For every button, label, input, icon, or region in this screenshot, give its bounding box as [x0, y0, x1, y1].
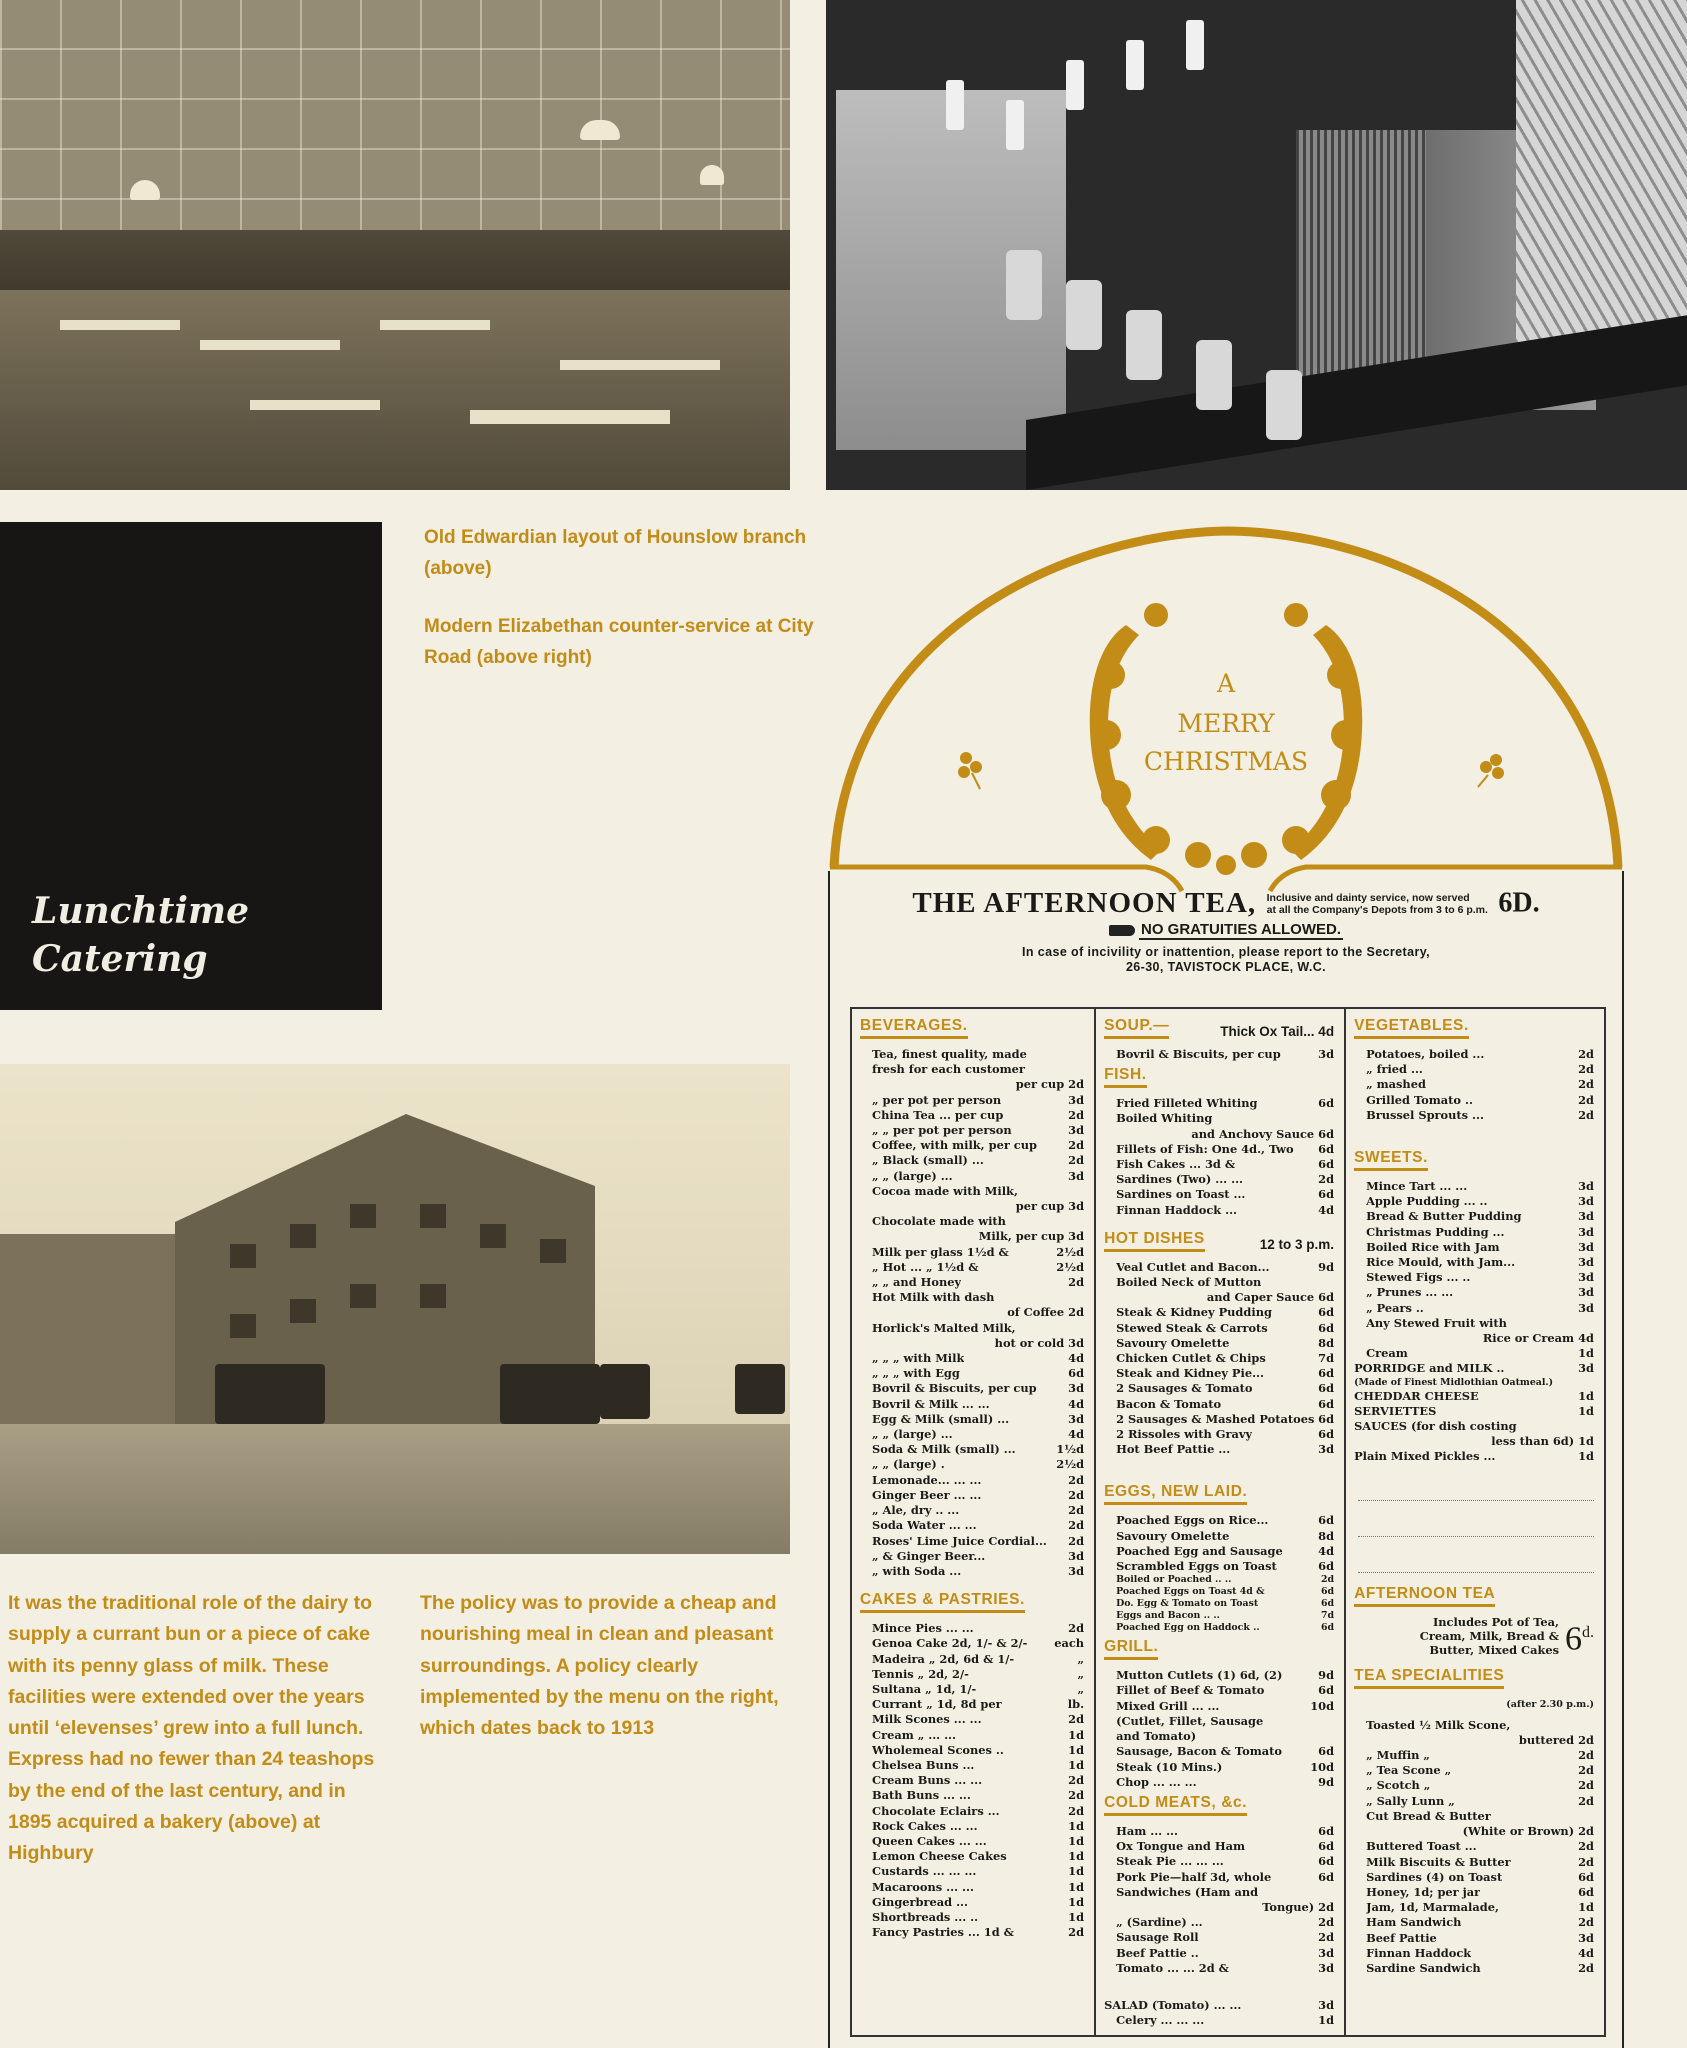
afternoon-tea-price: 6D. [1498, 887, 1540, 919]
menu-item: Beef Pattie .. 3d [1116, 1945, 1335, 1960]
menu-item: „ Pears .. 3d [1366, 1300, 1594, 1315]
menu-item: Coffee, with milk, per cup 2d [872, 1138, 1085, 1153]
menu-item: Ham ... ... 6d [1116, 1823, 1335, 1838]
menu-item: fresh for each customer [872, 1062, 1025, 1077]
menu-item: Rice or Cream 4d [1482, 1331, 1594, 1346]
menu-item: Steak (10 Mins.) 10d [1116, 1759, 1335, 1774]
menu-item: Boiled Whiting [1116, 1111, 1213, 1126]
blank-line [1358, 1537, 1594, 1573]
menu-item: Milk Biscuits & Butter 2d [1366, 1854, 1594, 1869]
menu-item: Honey, 1d; per jar 6d [1366, 1884, 1594, 1899]
section-soup: SOUP.— [1104, 1017, 1169, 1039]
menu-item: Sausage, Bacon & Tomato 6d [1116, 1744, 1335, 1759]
menu-item: „ „ per pot per person 3d [872, 1123, 1085, 1138]
menu-item: Bread & Butter Pudding 3d [1366, 1209, 1594, 1224]
menu-item: per cup 2d [1015, 1077, 1085, 1092]
menu-item: Fish Cakes ... 3d & 6d [1116, 1157, 1335, 1172]
menu-item: Boiled Rice with Jam 3d [1366, 1239, 1594, 1254]
menu-item: Stewed Steak & Carrots 6d [1116, 1320, 1335, 1335]
blank-line [1358, 1465, 1594, 1501]
menu-item: Bacon & Tomato 6d [1116, 1396, 1335, 1411]
menu-item: Boiled Neck of Mutton [1116, 1275, 1262, 1290]
menu-item: hot or cold 3d [994, 1335, 1085, 1350]
menu-item: Jam, 1d, Marmalade, 1d [1366, 1900, 1594, 1915]
menu-item: „ per pot per person 3d [872, 1092, 1085, 1107]
menu-item: Hot Milk with dash [872, 1290, 995, 1305]
menu-item: Grilled Tomato .. 2d [1366, 1092, 1594, 1107]
body-text-right: The policy was to provide a cheap and nourishing meal in clean and pleasant surroundings. A policy clearly implemented by the menu on the right, which dates back to 1913 [420, 1592, 779, 1740]
section-tea-specialities: TEA SPECIALITIES [1354, 1667, 1504, 1689]
menu-item: „ mashed 2d [1366, 1077, 1594, 1092]
caption-city-road: Modern Elizabethan counter-service at City Road (above right) [424, 616, 814, 668]
section-cakes-pastries: CAKES & PASTRIES. [860, 1591, 1025, 1613]
menu-item: 2 Sausages & Mashed Potatoes 6d [1116, 1411, 1335, 1426]
menu-item: Tea, finest quality, made [872, 1047, 1027, 1061]
menu-item: 2 Sausages & Tomato 6d [1116, 1381, 1335, 1396]
menu-item: Currant „ 1d, 8d per lb. [872, 1697, 1085, 1712]
menu-item: Apple Pudding ... .. 3d [1366, 1194, 1594, 1209]
menu-item: and Anchovy Sauce 6d [1191, 1126, 1335, 1141]
section-sweets: SWEETS. [1354, 1149, 1428, 1171]
menu-item: Scrambled Eggs on Toast 6d [1116, 1559, 1335, 1574]
menu-item: Any Stewed Fruit with [1366, 1315, 1507, 1330]
menu-item: Ox Tongue and Ham 6d [1116, 1839, 1335, 1854]
menu-item: Savoury Omelette 8d [1116, 1335, 1335, 1350]
menu-item: Madeira „ 2d, 6d & 1/- „ [872, 1651, 1085, 1666]
menu-item: Poached Egg and Sausage 4d [1116, 1543, 1335, 1558]
menu-item: Cocoa made with Milk, [872, 1183, 1018, 1198]
menu-item: „ Scotch „ 2d [1366, 1778, 1594, 1793]
menu-item: „ Ale, dry .. ... 2d [872, 1503, 1085, 1518]
menu-item: Lemon Cheese Cakes 1d [872, 1849, 1085, 1864]
menu-item: „ Muffin „ 2d [1366, 1748, 1594, 1763]
menu-item: Lemonade... ... ... 2d [872, 1472, 1085, 1487]
menu-item: „ „ „ with Egg 6d [872, 1366, 1085, 1381]
menu-column-1 [852, 1009, 1094, 2035]
menu-item: Roses' Lime Juice Cordial... 2d [872, 1533, 1085, 1548]
greeting-christmas: CHRISTMAS [1143, 747, 1309, 776]
menu-item: Mince Tart ... ... 3d [1366, 1179, 1594, 1194]
menu-item: Veal Cutlet and Bacon... 9d [1116, 1259, 1335, 1274]
section-title-block [0, 522, 382, 1010]
menu-item: Hot Beef Pattie ... 3d [1116, 1442, 1335, 1457]
menu-column-2: SOUP.— Thick Ox Tail... 4d Bovril & Biscuits, per cup 3d FISH. Fried Filleted Whiting 6d Boiled Whiting and Anchovy Sauce 6d Fillets of Fish: One 4d., Two 6d Fish Cakes ... 3d & 6d Sardines (Two) ... ... 2d Sardines on Toast ... 6d Finnan Haddock ... 4d HOT DISHES 12 to 3 p.m. Veal Cutlet and Bacon... 9d Boiled Neck of Mutton and Caper Sauce 6d Steak & Kidney Pudding 6d Stewed Steak & Carrots 6d Savoury Omelette 8d Chicken Cutlet & Chips 7d Steak and Kidney Pie... 6d 2 Sausages & Tomato 6d Bacon & Tomato 6d 2 Sausages & Mashed Potatoes 6d 2 Rissoles with Gravy 6d Hot Beef Pattie ... 3d EGGS, NEW LAID. Poached Eggs on Rice... 6d Savoury Omelette 8d Poached Egg and Sausage 4d Scrambled Eggs on Toast 6d Boiled or Poached .. .. 2d Poached Eggs on Toast 4d & 6d Do. Egg & Tomato on Toast 6d Eggs and Bacon .. .. 7d Poached Egg on Haddock .. 6d GRILL. Mutton Cutlets (1) 6d, (2) 9d Fillet of Beef & Tomato 6d Mixed Grill ... ... 10d (Cutlet, Fillet, Sausage and Tomato) Sausage, Bacon & Tomato 6d Steak (10 Mins.) 10d Chop ... ... ... 9d COLD MEATS, &c. Ham ... ... 6d Ox Tongue and Ham 6d Steak Pie ... ... ... 6d Pork Pie—half 3d, whole 6d Sandwiches (Ham and Tongue) 2d „ (Sardine) ... 2d Sausage Roll 2d Beef Pattie .. 3d Tomato ... ... 2d & 3d SALAD (Tomato) ... ... 3d Celery ... ... ... 1d [1094, 1009, 1344, 2035]
menu-item: „ „ „ with Milk 4d [872, 1351, 1085, 1366]
menu-item: (White or Brown) 2d [1462, 1824, 1594, 1839]
menu-item: Poached Eggs on Toast 4d & 6d [1116, 1586, 1335, 1598]
menu-item: „ & Ginger Beer... 3d [872, 1548, 1085, 1563]
section-grill: GRILL. [1104, 1638, 1158, 1660]
menu-item: and Tomato) [1116, 1729, 1197, 1744]
menu-item: Horlick's Malted Milk, [872, 1320, 1016, 1335]
menu-item: China Tea ... per cup 2d [872, 1107, 1085, 1122]
menu-item: „ with Soda ... 3d [872, 1563, 1085, 1578]
menu-item: Do. Egg & Tomato on Toast 6d [1116, 1598, 1335, 1610]
menu-header-title: THE AFTERNOON TEA, Inclusive and dainty service, now served at all the Company's Depots from 3 to 6 p.m. 6D. [912, 887, 1540, 919]
photo-captions [424, 522, 824, 673]
menu-item: and Caper Sauce 6d [1206, 1290, 1335, 1305]
blank-line [1358, 1501, 1594, 1537]
menu-item: Soda & Milk (small) ... 1½d [872, 1442, 1085, 1457]
greeting-merry: MERRY [1177, 709, 1275, 738]
menu-item: Chocolate made with [872, 1214, 1006, 1229]
menu-item: of Coffee 2d [1007, 1305, 1085, 1320]
body-text-left: It was the traditional role of the dairy to supply a currant bun or a piece of cake with its penny glass of milk. These facilities were extended over the years until ‘elevenses’ grew into a full lunch. Express had no fewer than 24 teashops by the end of the last century, and in 1895 acquired a bakery (above) at Highbury [8, 1592, 375, 1865]
menu-item: Bath Buns ... ... 2d [872, 1788, 1085, 1803]
menu-item: (Cutlet, Fillet, Sausage [1116, 1713, 1264, 1728]
gratuities-notice: NO GRATUITIES ALLOWED. [826, 921, 1626, 938]
menu-item: Cream „ ... ... 1d [872, 1727, 1085, 1742]
menu-item: Soda Water ... ... 2d [872, 1518, 1085, 1533]
menu-item: Tomato ... ... 2d & 3d [1116, 1960, 1335, 1975]
section-eggs: EGGS, NEW LAID. [1104, 1483, 1247, 1505]
section-beverages: BEVERAGES. [860, 1017, 968, 1039]
menu-item: Chelsea Buns ... 1d [872, 1757, 1085, 1772]
menu-item: Finnan Haddock 4d [1366, 1945, 1594, 1960]
menu-item: Stewed Figs ... .. 3d [1366, 1270, 1594, 1285]
menu-item: Tongue) 2d [1262, 1899, 1335, 1914]
section-cold-meats: COLD MEATS, &c. [1104, 1794, 1247, 1816]
menu-item: Shortbreads ... .. 1d [872, 1909, 1085, 1924]
photo-hounslow-dining-room [0, 0, 790, 490]
menu-item: Fillets of Fish: One 4d., Two 6d [1116, 1141, 1335, 1156]
menu-item: Macaroons ... ... 1d [872, 1879, 1085, 1894]
menu-item: Genoa Cake 2d, 1/- & 2/- each [872, 1636, 1085, 1651]
menu-item: Toasted ½ Milk Scone, [1366, 1717, 1511, 1732]
menu-item: Savoury Omelette 8d [1116, 1528, 1335, 1543]
menu-item: Christmas Pudding ... 3d [1366, 1224, 1594, 1239]
menu-item: Wholemeal Scones .. 1d [872, 1742, 1085, 1757]
menu-item: Egg & Milk (small) ... 3d [872, 1411, 1085, 1426]
section-fish: FISH. [1104, 1066, 1147, 1088]
photo-highbury-bakery [0, 1064, 790, 1554]
menu-item: Bovril & Milk ... ... 4d [872, 1396, 1085, 1411]
menu-grid [850, 1007, 1606, 2037]
menu-item: Sardines (4) on Toast 6d [1366, 1869, 1594, 1884]
menu-item: Buttered Toast ... 2d [1366, 1839, 1594, 1854]
menu-item: „ Prunes ... ... 3d [1366, 1285, 1594, 1300]
menu-item: Custards ... ... ... 1d [872, 1864, 1085, 1879]
menu-item: 2 Rissoles with Gravy 6d [1116, 1427, 1335, 1442]
menu-item: „ „ (large) ... 3d [872, 1168, 1085, 1183]
menu-item: Milk per glass 1½d & 2½d [872, 1244, 1085, 1259]
menu-item: „ Sally Lunn „ 2d [1366, 1793, 1594, 1808]
menu-item: Cream 1d [1366, 1346, 1594, 1361]
menu-item: per cup 3d [1015, 1199, 1085, 1214]
menu-item: Plain Mixed Pickles ... 1d [1354, 1449, 1594, 1464]
section-title: Lunchtime Catering [32, 890, 250, 980]
photo-city-road-counter [826, 0, 1687, 490]
menu-item: „ Tea Scone „ 2d [1366, 1763, 1594, 1778]
afternoon-tea-offer: Includes Pot of Tea, Cream, Milk, Bread & Butter, Mixed Cakes $6^{d.}$ [1419, 1614, 1594, 1657]
menu-item: PORRIDGE and MILK .. 3d [1354, 1361, 1594, 1376]
menu-item: SERVIETTES 1d [1354, 1403, 1594, 1418]
menu-item: Eggs and Bacon .. .. 7d [1116, 1610, 1335, 1622]
menu-item: Cream Buns ... ... 2d [872, 1773, 1085, 1788]
menu-item: Rock Cakes ... ... 1d [872, 1818, 1085, 1833]
menu-item: Chicken Cutlet & Chips 7d [1116, 1351, 1335, 1366]
menu-item: Sardine Sandwich 2d [1366, 1960, 1594, 1975]
menu-item: Tennis „ 2d, 2/- „ [872, 1666, 1085, 1681]
menu-item: Potatoes, boiled ... 2d [1366, 1047, 1594, 1061]
menu-item: Boiled or Poached .. .. 2d [1116, 1574, 1335, 1586]
menu-item: buttered 2d [1518, 1732, 1594, 1747]
menu-card-1913 [826, 505, 1626, 2048]
menu-item: Milk Scones ... ... 2d [872, 1712, 1085, 1727]
menu-item: Sausage Roll 2d [1116, 1930, 1335, 1945]
pointing-hand-icon [1109, 925, 1135, 936]
greeting-a: A [1216, 669, 1236, 698]
menu-item: „ „ and Honey 2d [872, 1275, 1085, 1290]
complaints-notice: In case of incivility or inattention, please report to the Secretary, 26-30, TAVISTOCK PLACE, W.C. [1021, 945, 1431, 974]
menu-item: „ Black (small) ... 2d [872, 1153, 1085, 1168]
menu-item-salad: SALAD (Tomato) ... ... 3d [1104, 1997, 1335, 2012]
menu-item: Milk, per cup 3d [978, 1229, 1085, 1244]
menu-item: Steak and Kidney Pie... 6d [1116, 1366, 1335, 1381]
menu-item: Poached Egg on Haddock .. 6d [1116, 1622, 1335, 1634]
menu-item-celery: Celery ... ... ... 1d [1116, 2013, 1335, 2028]
menu-item: „ „ (large) ... 4d [872, 1427, 1085, 1442]
menu-item: CHEDDAR CHEESE 1d [1354, 1388, 1594, 1403]
menu-item: Bovril & Biscuits, per cup 3d [1116, 1047, 1335, 1061]
menu-item: Chop ... ... ... 9d [1116, 1774, 1335, 1789]
menu-item: Mutton Cutlets (1) 6d, (2) 9d [1116, 1668, 1335, 1683]
menu-item: SAUCES (for dish costing [1354, 1419, 1517, 1434]
menu-item: (Made of Finest Midlothian Oatmeal.) [1354, 1376, 1554, 1388]
menu-item: Gingerbread ... 1d [872, 1894, 1085, 1909]
menu-column-3: VEGETABLES. Potatoes, boiled ... 2d „ fried ... 2d „ mashed 2d Grilled Tomato .. 2d Brussel Sprouts ... 2d SWEETS. Mince Tart ... ... 3d Apple Pudding ... .. 3d Bread & Butter Pudding 3d Christmas Pudding ... 3d Boiled Rice with Jam 3d Rice Mould, with Jam... 3d Stewed Figs ... .. 3d „ Prunes ... ... 3d „ Pears .. 3d Any Stewed Fruit with Rice or Cream 4d Cream 1d PORRIDGE and MILK .. 3d (Made of Finest Midlothian Oatmeal.) CHEDDAR CHEESE 1d SERVIETTES 1d SAUCES (for dish costing less than 6d) 1d Plain Mixed Pickles ... 1d AFTERNOON TEA Includes Pot of Tea, Cream, Milk, Bread & Butter, Mixed Cakes $6^{d.}$ TEA SPECIALITIES (after 2.30 p.m.) Toasted ½ Milk Scone, buttered 2d „ Muffin „ 2d „ Tea Scone „ 2d „ Scotch „ 2d „ Sally Lunn „ 2d Cut Bread & Butter (White or Brown) 2d Buttered Toast ... 2d Milk Biscuits & Butter 2d Sardines (4) on Toast 6d Honey, 1d; per jar 6d Jam, 1d, Marmalade, 1d Ham Sandwich 2d Beef Pattie 3d Finnan Haddock 4d Sardine Sandwich 2d [1344, 1009, 1604, 2035]
menu-item: less than 6d) 1d [1491, 1434, 1594, 1449]
menu-item: Pork Pie—half 3d, whole 6d [1116, 1869, 1335, 1884]
menu-item: Sardines (Two) ... ... 2d [1116, 1172, 1335, 1187]
menu-item: Beef Pattie 3d [1366, 1930, 1594, 1945]
menu-item: Ham Sandwich 2d [1366, 1915, 1594, 1930]
menu-item: Rice Mould, with Jam... 3d [1366, 1255, 1594, 1270]
section-hot-dishes: HOT DISHES [1104, 1230, 1205, 1252]
menu-item: Steak & Kidney Pudding 6d [1116, 1305, 1335, 1320]
section-afternoon-tea: AFTERNOON TEA [1354, 1585, 1495, 1607]
menu-item: „ Hot ... „ 1½d & 2½d [872, 1259, 1085, 1274]
menu-item: „ fried ... 2d [1366, 1062, 1594, 1077]
menu-item: Steak Pie ... ... ... 6d [1116, 1854, 1335, 1869]
menu-item: Mince Pies ... ... 2d [872, 1621, 1085, 1636]
menu-item: „ (Sardine) ... 2d [1116, 1915, 1335, 1930]
menu-item: Sardines on Toast ... 6d [1116, 1187, 1335, 1202]
menu-item: Cut Bread & Butter [1366, 1808, 1491, 1823]
menu-item: Brussel Sprouts ... 2d [1366, 1107, 1594, 1122]
menu-item: Sultana „ 1d, 1/- „ [872, 1681, 1085, 1696]
menu-item: Queen Cakes ... ... 1d [872, 1833, 1085, 1848]
menu-item: Fillet of Beef & Tomato 6d [1116, 1683, 1335, 1698]
section-vegetables: VEGETABLES. [1354, 1017, 1469, 1039]
menu-item: Fried Filleted Whiting 6d [1116, 1096, 1335, 1111]
menu-item: „ „ (large) . 2½d [872, 1457, 1085, 1472]
menu-item: Chocolate Eclairs ... 2d [872, 1803, 1085, 1818]
menu-item: Finnan Haddock ... 4d [1116, 1202, 1335, 1217]
menu-item: Ginger Beer ... ... 2d [872, 1487, 1085, 1502]
menu-item: Sandwiches (Ham and [1116, 1884, 1259, 1899]
menu-item: Poached Eggs on Rice... 6d [1116, 1513, 1335, 1528]
menu-item: Mixed Grill ... ... 10d [1116, 1698, 1335, 1713]
menu-item: Bovril & Biscuits, per cup 3d [872, 1381, 1085, 1396]
caption-hounslow: Old Edwardian layout of Hounslow branch (above) [424, 527, 807, 579]
menu-item: Fancy Pastries ... 1d & 2d [872, 1925, 1085, 1940]
